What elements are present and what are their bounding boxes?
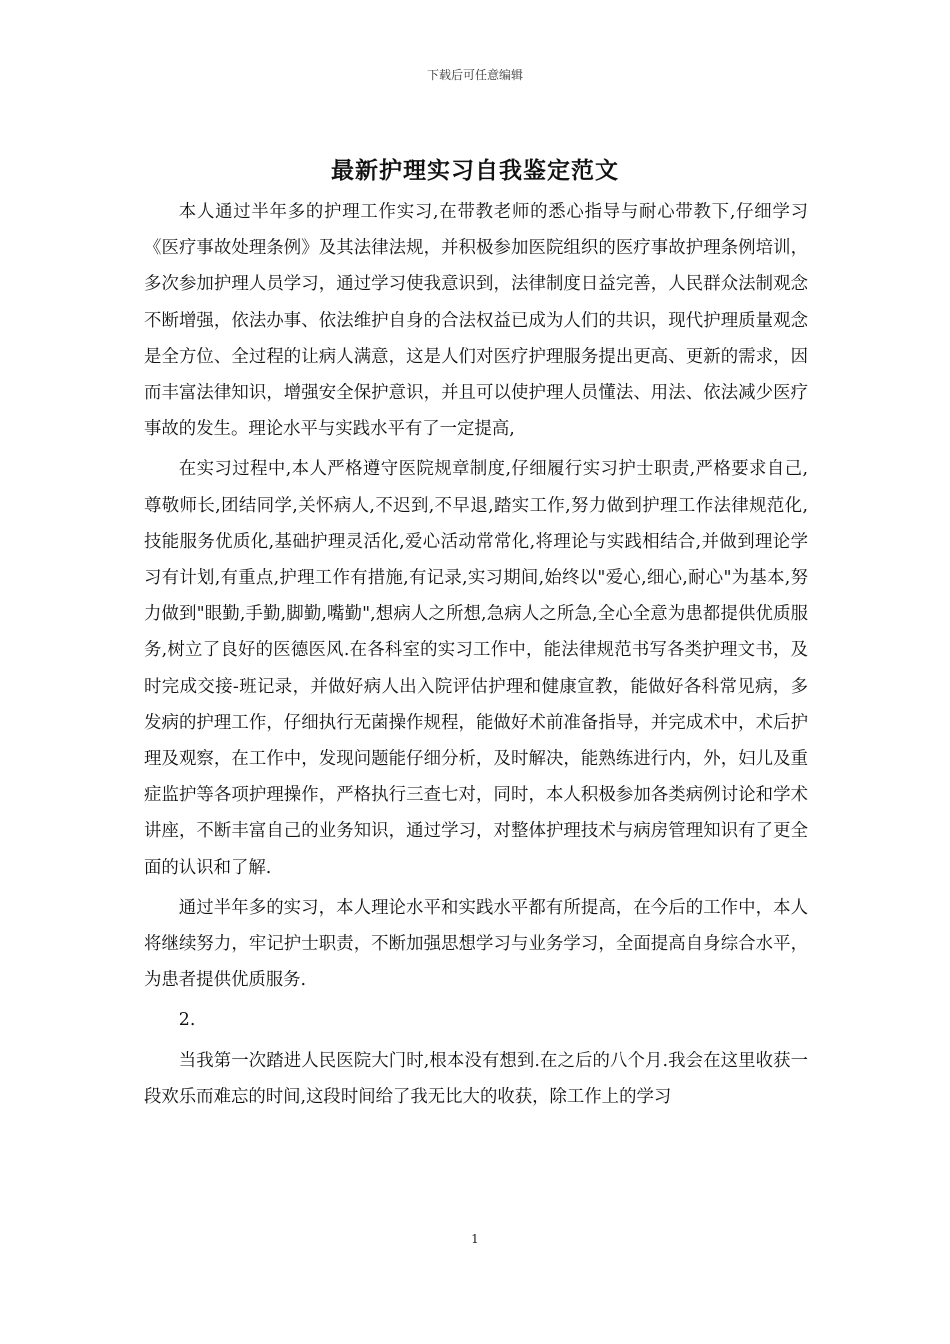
section-number: 2.: [178, 1010, 196, 1031]
document-title: 最新护理实习自我鉴定范文: [331, 157, 619, 184]
paragraph-4: 当我第一次踏进人民医院大门时,根本没有想到.在之后的八个月.我会在这里收获一段欢乐而难忘的时间,这段时间给了我无比大的收获，除工作上的学习: [144, 1050, 808, 1107]
paragraph-3: 通过半年多的实习，本人理论水平和实践水平都有所提高，在今后的工作中，本人将继续努力，牢记护士职责，不断加强思想学习与业务学习，全面提高自身综合水平，为患者提供优质服务.: [144, 897, 808, 991]
paragraph-2: 在实习过程中,本人严格遵守医院规章制度,仔细履行实习护士职责,严格要求自己,尊敬师长,团结同学,关怀病人,不迟到,不早退,踏实工作,努力做到护理工作法律规范化,技能服务优质化,基础护理灵活化,爱心活动常常化,将理论与实践相结合,并做到理论学习有计划,有重点,护理工作有措施,有记录,实习期间,始终以"爱心,细心,耐心"为基本,努力做到"眼勤,手勤,脚勤,嘴勤",想病人之所想,急病人之所急,全心全意为患都提供优质服务,树立了良好的医德医风.在各科室的实习工作中，能法律规范书写各类护理文书，及时完成交接-班记录，并做好病人出入院评估护理和健康宣教，能做好各科常见病，多发病的护理工作，仔细执行无菌操作规程，能做好术前准备指导，并完成术中，术后护理及观察，在工作中，发现问题能仔细分析，及时解决，能熟练进行内，外，妇儿及重症监护等各项护理操作，严格执行三查七对，同时，本人积极参加各类病例讨论和学术讲座，不断丰富自己的业务知识，通过学习，对整体护理技术与病房管理知识有了更全面的认识和了解.: [144, 459, 808, 878]
document-body: [144, 194, 808, 1115]
page-header: 下载后可任意编辑: [426, 68, 523, 82]
page-number: 1: [471, 1232, 479, 1246]
paragraph-1: 本人通过半年多的护理工作实习,在带教老师的悉心指导与耐心带教下,仔细学习《医疗事故处理条例》及其法律法规，并积极参加医院组织的医疗事故护理条例培训，多次参加护理人员学习，通过学习使我意识到，法律制度日益完善，人民群众法制观念不断增强，依法办事、依法维护自身的合法权益已成为人们的共识，现代护理质量观念是全方位、全过程的让病人满意，这是人们对医疗护理服务提出更高、更新的需求，因而丰富法律知识，增强安全保护意识，并且可以使护理人员懂法、用法、依法减少医疗事故的发生。理论水平与实践水平有了一定提高,: [144, 202, 808, 440]
